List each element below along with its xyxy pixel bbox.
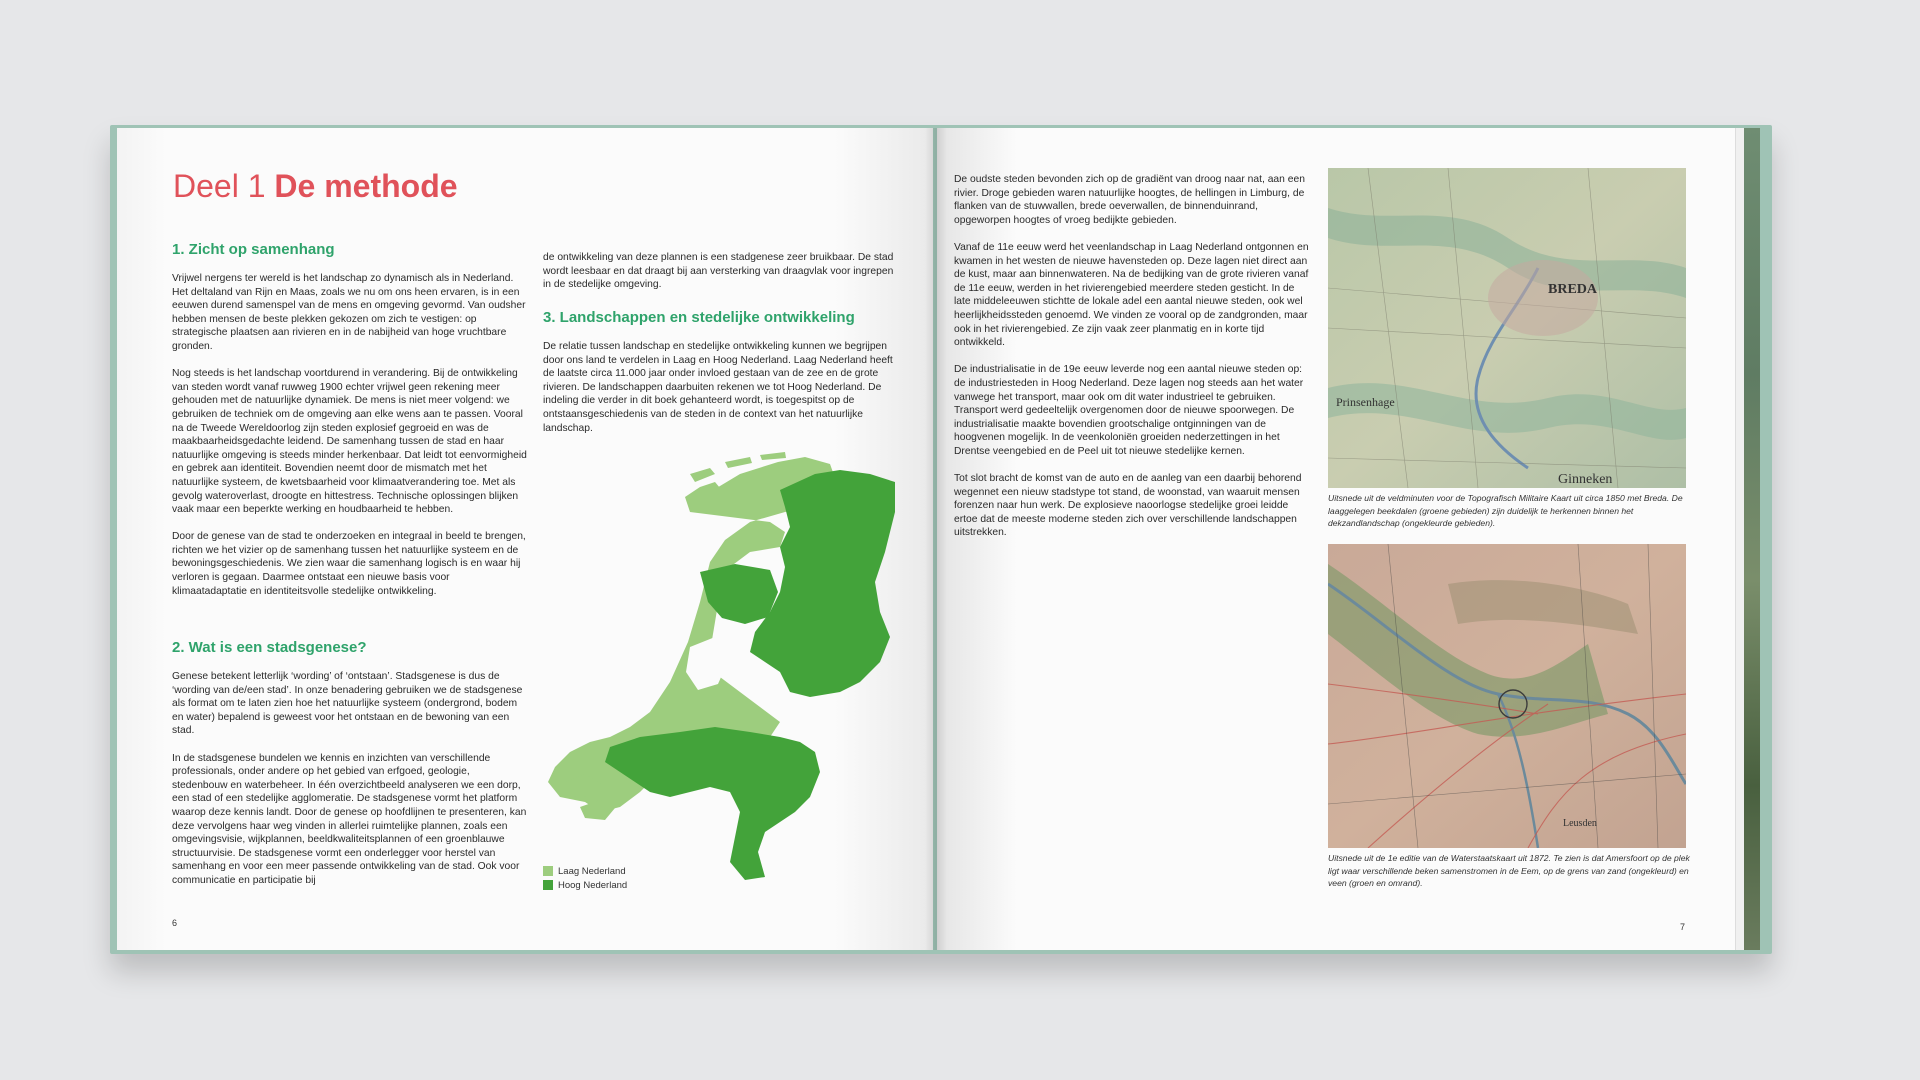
next-page-photo-edge bbox=[1744, 128, 1760, 950]
paragraph: De industrialisatie in de 19e eeuw leverde nog een aantal nieuwe steden op: de industriesteden in Hoog Nederland. Deze lagen nog steeds aan het water vanwege het transport, maar ook om dit water industrieel te gebruiken. Transport werd gedeeltelijk overgenomen door de nieuwe spoorwegen. De industrialisatie maakte bovendien grootschalige ontginningen van de hoogvenen mogelijk. In de veenkoloniën groeiden nederzettingen in het Drentse veengebied en de Peel uit tot nieuwe stedelijke kernen. bbox=[954, 364, 1304, 457]
legend-label: Hoog Nederland bbox=[558, 879, 628, 891]
section-1-text bbox=[172, 272, 527, 598]
map-label-breda: BREDA bbox=[1548, 282, 1598, 297]
map-caption-amersfoort: Uitsnede uit de 1e editie van de Waterstaatskaart uit 1872. Te zien is dat Amersfoort op de plek ligt waar verschillende beken samenstromen in de Eem, op de grens van zand (ongekleurd) en veen (groen en omrand). bbox=[1328, 853, 1690, 888]
paragraph: Genese betekent letterlijk ‘wording’ of ‘ontstaan’. Stadsgenese is dus de ‘wording van de/een stad’. In onze benadering gebruiken we de stadsgenese als format om te laten zien hoe het natuurlijke systeem (ondergrond, bodem en water) bepalend is geweest voor het ontstaan en de bewoning van een stad. bbox=[172, 671, 523, 737]
map-legend bbox=[543, 864, 627, 892]
paragraph: Vanaf de 11e eeuw werd het veenlandschap in Laag Nederland ontgonnen en kwamen in het westen de nieuwe havensteden op. Deze lagen niet direct aan de kust, maar aan binnenwateren. Na de bedijking van de grote rivieren vanaf de 11e eeuw, werden in het rivierengebied meerdere steden gesticht. In de late middeleeuwen stichtte de lokale adel een aantal nieuwe steden, ook wel heerlijkheidssteden genoemd. We vinden ze vooral op de zandgronden, maar ook in het rivierengebied. Ze zijn vaak zeer planmatig en in korte tijd ontwikkeld. bbox=[954, 241, 1309, 349]
legend-item-laag bbox=[543, 864, 627, 878]
netherlands-map bbox=[540, 452, 900, 880]
section-heading-1: 1. Zicht op samenhang bbox=[172, 241, 335, 258]
section-2-text bbox=[172, 670, 527, 888]
legend-item-hoog bbox=[543, 878, 627, 892]
page-title bbox=[173, 168, 458, 205]
legend-swatch-hoog bbox=[543, 880, 553, 890]
title-part-light: Deel 1 bbox=[173, 168, 266, 204]
section-heading-2: 2. Wat is een stadsgenese? bbox=[172, 639, 367, 656]
right-body-text bbox=[954, 173, 1312, 540]
legend-swatch-laag bbox=[543, 866, 553, 876]
paragraph: Vrijwel nergens ter wereld is het landschap zo dynamisch als in Nederland. Het deltaland van Rijn en Maas, zoals we nu om ons heen ervaren, is in een eeuwen durend samenspel van de mens en omgeving gevormd. Van oudsher hebben mensen de beste plekken gekozen om zich te vestigen: op strategische plaatsen aan rivieren en in de nabijheid van hoge vruchtbare gronden. bbox=[172, 273, 526, 352]
historic-map-breda bbox=[1328, 168, 1686, 488]
legend-label: Laag Nederland bbox=[558, 865, 626, 877]
paragraph: In de stadsgenese bundelen we kennis en inzichten van verschillende professionals, onder andere op het gebied van erfgoed, geologie, stedenbouw en waterbeheer. In één overzichtbeeld analyseren we een dorp, een stad of een stedelijke agglomeratie. De stadsgenese vormt het platform waarop deze kennis landt. Door de genese op hoofdlijnen te presenteren, kan deze vervolgens haar weg vinden in allerlei ruimtelijke plannen, zoals een omgevingsvisie, wijkplannen, beeldkwaliteitsplannen of een groenblauwe structuurvisie. De stadsgenese vormt een onderlegger voor herstel van samenhang en voor een meer passende ontwikkeling van de stad. Ook voor communicatie en participatie bij bbox=[172, 752, 527, 886]
paragraph: Nog steeds is het landschap voortdurend in verandering. Bij de ontwikkeling van steden wordt vanaf ruwweg 1900 echter vrijwel geen rekening meer gehouden met de natuurlijke dynamiek. De mens is niet meer volgend: we gebruiken de techniek om de omgeving aan elke wens aan te passen. Vooral na de Tweede Wereldoorlog zijn steden explosief gegroeid en was de maakbaarheidsgedachte leidend. De samenhang tussen de stad en haar natuurlijke omgeving is steeds minder herkenbaar. Dat leidt tot eenvormigheid en gebrek aan identiteit. Bovendien neemt door de mismatch met het natuurlijke systeem, de kwetsbaarheid voor klimaatverandering toe. Met als gevolg wateroverlast, droogte en hittestress. Technische oplossingen blijken vaak maar een beperkte werking en houdbaarheid te hebben. bbox=[172, 368, 527, 516]
paragraph: Door de genese van de stad te onderzoeken en integraal in beeld te brengen, richten we het vizier op de samenhang tussen het natuurlijke systeem en de bewoningsgeschiedenis. We zien waar die samenhang logisch is en waar hij verloren is gegaan. Daarmee ontstaat een nieuwe basis voor klimaatadaptatie en identiteitsvolle stedelijke ontwikkeling. bbox=[172, 531, 526, 597]
section-heading-3: 3. Landschappen en stedelijke ontwikkeling bbox=[543, 309, 855, 326]
map-label-leusden: Leusden bbox=[1563, 818, 1597, 829]
title-part-bold: De methode bbox=[274, 168, 458, 204]
column-2-intro: de ontwikkeling van deze plannen is een stadgenese zeer bruikbaar. De stad wordt leesbaar en dat draagt bij aan versterking van draagvlak voor ingrepen in de stedelijke omgeving. bbox=[543, 252, 894, 291]
paragraph: Tot slot bracht de komst van de auto en de aanleg van een daarbij behorend wegennet een nieuw stadstype tot stand, de woonstad, van waaruit mensen forenzen naar hun werk. De explosieve naoorlogse stedelijke groei leidde ertoe dat de meeste moderne steden zich over verschillende landschappen uitstrekken. bbox=[954, 473, 1302, 539]
map-caption-breda: Uitsnede uit de veldminuten voor de Topografisch Militaire Kaart uit circa 1850 met Breda. De laaggelegen beekdalen (groene gebieden) zijn duidelijk te herkennen binnen het dekzandlandschap (ongekleurde gebieden). bbox=[1328, 493, 1683, 528]
paragraph: De oudste steden bevonden zich op de gradiënt van droog naar nat, aan een rivier. Droge gebieden waren natuurlijke hoogtes, de hellingen in Limburg, de flanken van de stuwwallen, brede oeverwallen, de binnenduinrand, opgeworpen hoogtes of vroeg bedijkte gebieden. bbox=[954, 174, 1305, 226]
historic-map-amersfoort bbox=[1328, 544, 1686, 848]
map-label-prinsenhage: Prinsenhage bbox=[1336, 395, 1395, 409]
book-spine bbox=[925, 128, 947, 950]
page-number-right: 7 bbox=[1680, 922, 1686, 932]
page-number-left: 6 bbox=[172, 918, 178, 928]
hoog-nederland-south bbox=[605, 727, 820, 880]
map-label-ginneken: Ginneken bbox=[1558, 472, 1613, 487]
section-3-text bbox=[543, 340, 901, 435]
city-area bbox=[1488, 260, 1598, 336]
paragraph: De relatie tussen landschap en stedelijke ontwikkeling kunnen we begrijpen door ons land te verdelen in Laag en Hoog Nederland. Laag Nederland heeft de laatste circa 11.000 jaar onder invloed gestaan van de zee en de grote rivieren. De landschappen daarbuiten rekenen we tot Hoog Nederland. De indeling die verder in dit boek gehanteerd wordt, is toegespitst op de ontstaansgeschiedenis van de steden in de context van het natuurlijke landschap. bbox=[543, 341, 893, 434]
